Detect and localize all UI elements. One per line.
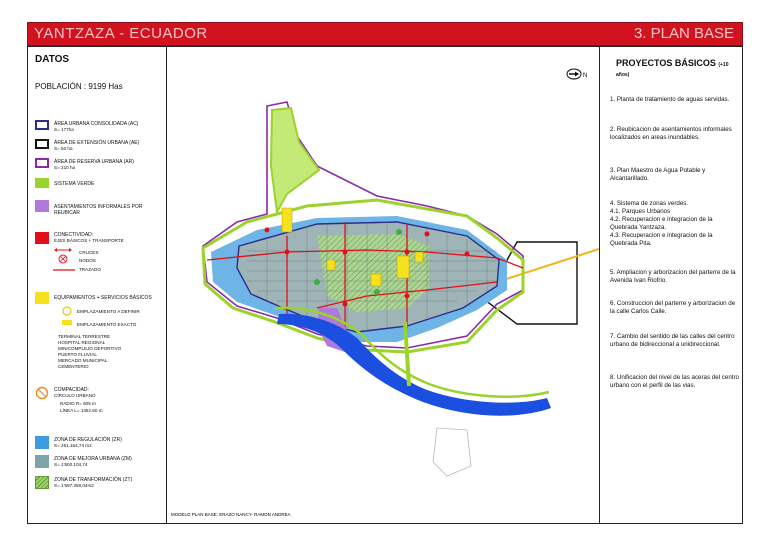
south-parcel xyxy=(433,428,471,476)
exacto-icon xyxy=(62,320,72,325)
proyectos-subtitle: (+10 años) xyxy=(616,62,729,78)
datos-title: DATOS xyxy=(35,54,70,65)
green-system xyxy=(271,108,319,212)
legend-reserva: ÁREA DE RESERVA URBANA (AR) xyxy=(54,159,134,165)
legend-compacidad: COMPACIDAD: xyxy=(54,387,89,393)
legend-radio: RADIO R= 605 m xyxy=(60,401,96,406)
equip-item: PUERTO FLUVIAL xyxy=(58,352,97,357)
legend-compacidad-sub: CÍRCULO URBANO xyxy=(54,393,96,398)
proyecto-item: 6. Construccion del parterre y arborizacion de la calle Carlos Calle. xyxy=(610,300,736,315)
header-title-right: 3. PLAN BASE xyxy=(633,25,734,42)
proyecto-item: 4. Sistema de zonas verdes. 4.1. Parques Urbanos 4.2. Recuperacion e integracion de la Quebrada Yantzaza. 4.3. Recuperacion e integracion de la Quebrada Pita. xyxy=(610,200,713,247)
legend-nodos: NODOS xyxy=(79,258,96,263)
legend-cruces: CRUCES xyxy=(79,250,99,255)
legend-equipamientos: EQUIPAMIENTOS + SERVICIOS BÁSICOS xyxy=(54,295,152,301)
legend-mejora: ZONA DE MEJORA URBANA (ZM) xyxy=(54,456,132,462)
equip-item: MINICOMPLEJO DEPORTIVO xyxy=(58,346,122,351)
swatch-verde xyxy=(35,178,49,188)
legend-extension: ÁREA DE EXTENSIÓN URBANA (AE) xyxy=(54,140,140,146)
swatch-extension xyxy=(35,139,49,149)
legend-exacto: EMPLAZAMIENTO EXACTO xyxy=(77,322,137,327)
emplazamiento-symbols xyxy=(60,306,74,328)
swatch-equipamiento xyxy=(35,292,49,304)
proyecto-item: 2. Reubicacion de asentamientos informales localizados en areas inundables. xyxy=(610,126,732,141)
proyectos-panel xyxy=(599,46,743,524)
poblacion-text: POBLACIÓN : 9199 Has xyxy=(35,82,123,91)
equip-item: HOSPITAL REGIONAL xyxy=(58,340,106,345)
proyecto-item: 7. Cambio del sentido de las calles del centro urbano de bidireccional a unidireccional. xyxy=(610,333,735,348)
legend-extension-sub: S= 50 ha xyxy=(54,146,73,151)
legend-reserva-sub: S= 210 ha xyxy=(54,165,76,170)
header-bar xyxy=(27,22,743,46)
legend-verde: SISTEMA VERDE xyxy=(54,181,95,187)
nodos-icon xyxy=(59,255,67,263)
legend-consolidada-sub: S= 177ha xyxy=(54,127,74,132)
proyectos-title xyxy=(616,58,743,78)
swatch-transformacion xyxy=(35,476,49,489)
datos-panel xyxy=(27,46,167,524)
header-title-left: YANTZAZA - ECUADOR xyxy=(34,25,208,42)
swatch-informales xyxy=(35,200,49,212)
north-label: N xyxy=(583,73,588,79)
proyectos-title-text: PROYECTOS BÁSICOS xyxy=(616,58,716,68)
proyecto-item: 3. Plan Maestro de Agua Potable y Alcantarillado. xyxy=(610,167,706,182)
swatch-mejora xyxy=(35,455,49,468)
swatch-consolidada xyxy=(35,120,49,130)
proyecto-item: 5. Ampliacion y arborizacion del parterre de la Avenida Ivan Riofrio. xyxy=(610,269,736,284)
conectividad-symbols xyxy=(51,246,81,274)
legend-conectividad: CONECTIVIDAD: xyxy=(54,232,94,238)
proyecto-item: 8. Unificacion del nivel de las aceras del centro urbano con el perfil de las vias. xyxy=(610,374,739,389)
equip-item: TERMINAL TERRESTRE xyxy=(58,334,111,339)
legend-regulacion: ZONA DE REGULACIÓN (ZR) xyxy=(54,437,122,443)
legend-transformacion: ZONA DE TRANFORMACIÓN (ZT) xyxy=(54,477,133,483)
legend-trazado: TRAZADO xyxy=(79,267,101,272)
swatch-conectividad xyxy=(35,232,49,244)
cruces-icon xyxy=(54,248,72,252)
compacidad-icon xyxy=(35,386,49,400)
map-credit: MODELO PLAN BASE: ERAZO NANCY- RAMON ANDREA xyxy=(171,512,291,517)
swatch-reserva xyxy=(35,158,49,168)
road-east xyxy=(497,249,599,282)
equip-item: CEMENTERIO xyxy=(58,364,89,369)
proyecto-item: 1. Planta de tratamiento de aguas servidas. xyxy=(610,96,730,103)
legend-mejora-sub: S= 1'600.104,74 xyxy=(54,462,88,467)
city-map xyxy=(167,46,599,524)
legend-conectividad-sub: EJES BÁSICOS + TRANSPORTE xyxy=(54,238,124,243)
legend-a-definir: EMPLAZAMIENTO A DEFINIR xyxy=(77,309,140,314)
legend-informales: ASENTAMIENTOS INFORMALES POR REUBICAR xyxy=(54,204,143,216)
equip-item: MERCADO MUNICIPAL xyxy=(58,358,108,363)
legend-transformacion-sub: S= 1'597.359,04m2 xyxy=(54,483,94,488)
legend-linea: LÍNEA L= 1452.60 m xyxy=(60,408,103,413)
legend-consolidada: ÁREA URBANA CONSOLIDADA (AC) xyxy=(54,121,139,127)
a-definir-icon xyxy=(63,307,71,315)
swatch-regulacion xyxy=(35,436,49,449)
north-arrow-icon xyxy=(567,69,581,79)
legend-regulacion-sub: S= 261.164,74 m2 xyxy=(54,443,92,448)
